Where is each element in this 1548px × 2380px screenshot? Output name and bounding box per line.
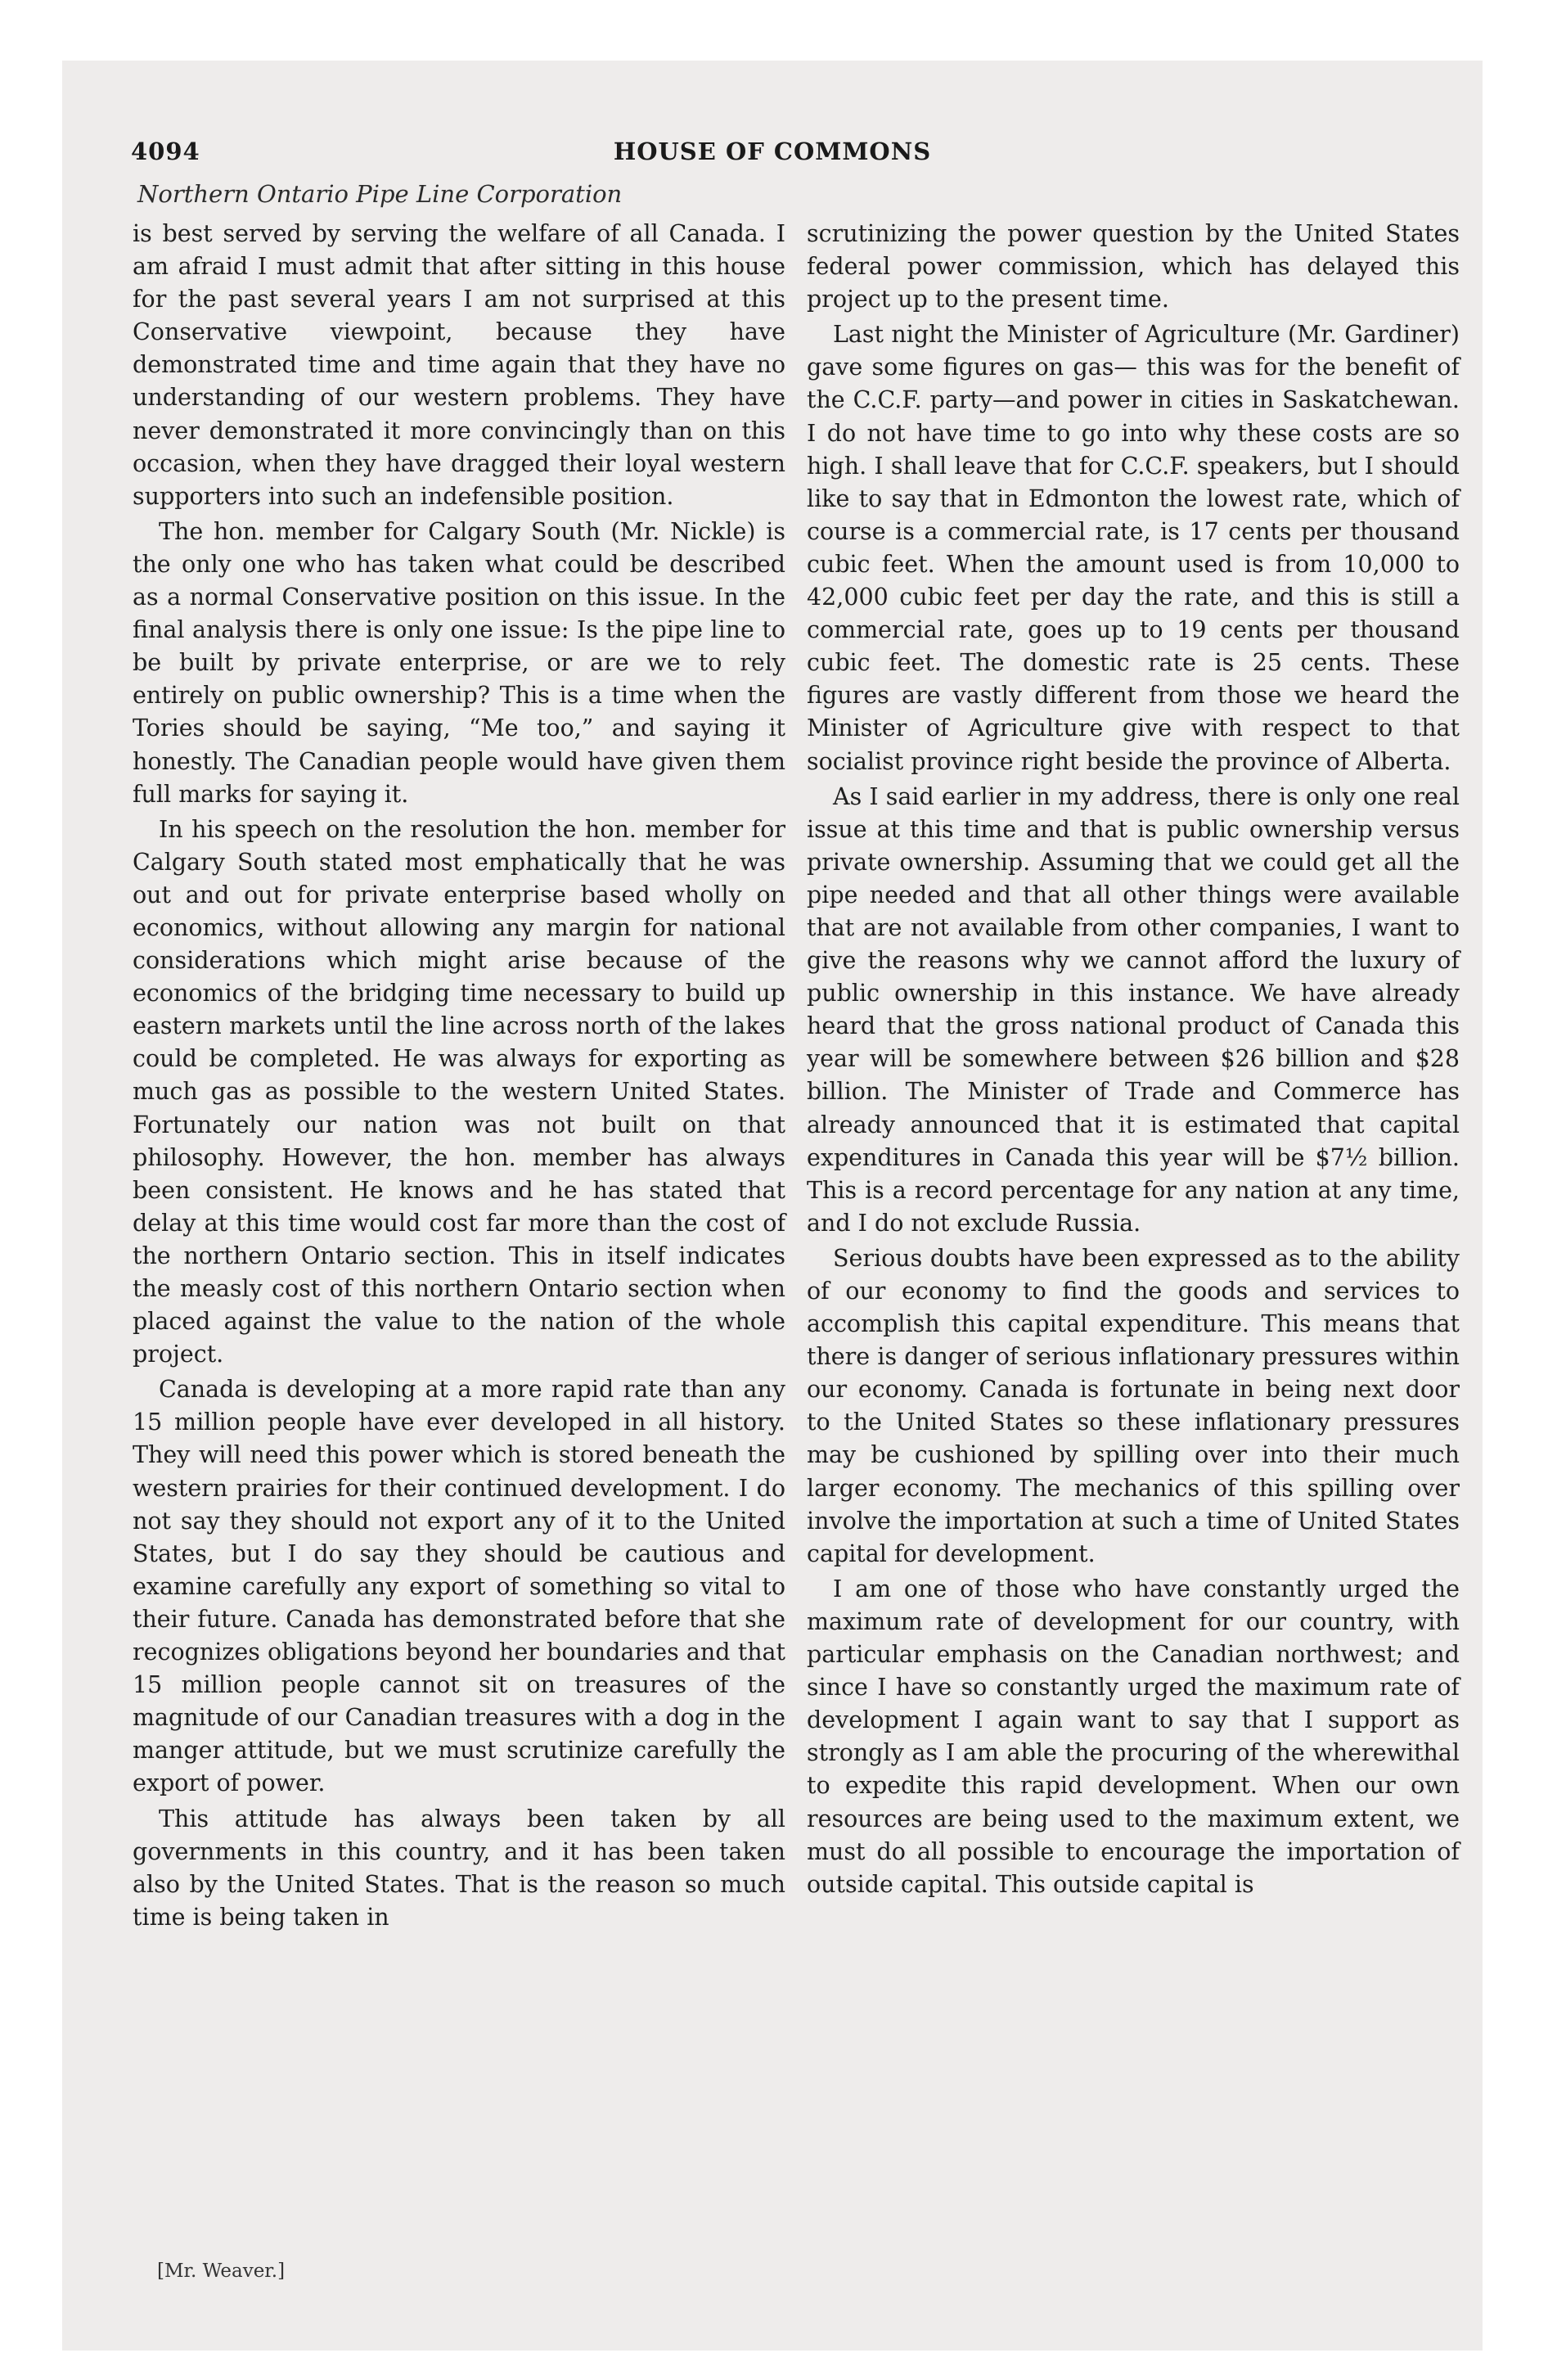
page-header — [62, 137, 1483, 170]
paragraph: Serious doubts have been expressed as to the ability of our economy to find the goods and services to accomplish this capital expenditure. This means that there is danger of serious inflationary pressures within our economy. Canada is fortunate in being next door to the United States so these inflationary pressures may be cushioned by spilling over into their much larger economy. The mechanics of this spilling over involve the importation at such a time of United States capital for development. — [807, 1244, 1460, 1567]
page-number: 4094 — [131, 137, 200, 165]
paragraph: As I said earlier in my address, there is only one real issue at this time and that is public ownership versus private ownership. Assuming that we could get all the pipe needed and that all other things were available that are not available from other companies, I want to give the reasons why we cannot afford the luxury of public ownership in this instance. We have already heard that the gross national product of Canada this year will be somewhere between $26 billion and $28 billion. The Minister of Trade and Commerce has already announced that it is estimated that capital expenditures in Canada this year will be $7½ billion. This is a record percentage for any nation at any time, and I do not exclude Russia. — [807, 782, 1460, 1237]
paragraph: scrutinizing the power question by the United States federal power commission, which has delayed this project up to the present time. — [807, 220, 1460, 313]
section-subtitle: Northern Ontario Pipe Line Corporation — [137, 180, 623, 208]
paragraph: In his speech on the resolution the hon. member for Calgary South stated most emphatically that he was out and out for private enterprise based wholly on economics, without allowing any margin for national considerations which might arise because of the economics of the bridging time necessary to build up eastern markets until the line across north of the lakes could be completed. He was always for exporting as much gas as possible to the western United States. Fortunately our nation was not built on that philosophy. However, the hon. member has always been consistent. He knows and he has stated that delay at this time would cost far more than the cost of the northern Ontario section. This in itself indicates the measly cost of this northern Ontario section when placed against the value to the nation of the whole project. — [133, 815, 785, 1368]
paragraph: Last night the Minister of Agriculture (Mr. Gardiner) gave some figures on gas— this was for the benefit of the C.C.F. party—and power in cities in Saskatchewan. I do not have time to go into why these costs are so high. I shall leave that for C.C.F. speakers, but I should like to say that in Edmonton the lowest rate, which of course is a commercial rate, is 17 cents per thousand cubic feet. When the amount used is from 10,000 to 42,000 cubic feet per day the rate, and this is still a commercial rate, goes up to 19 cents per thousand cubic feet. The domestic rate is 25 cents. These figures are vastly different from those we heard the Minister of Agriculture give with respect to that socialist province right beside the province of Alberta. — [807, 321, 1460, 775]
paragraph: I am one of those who have constantly urged the maximum rate of development for our country, with particular emphasis on the Canadian northwest; and since I have so constantly urged the maximum rate of development I again want to say that I support as strongly as I am able the procuring of the wherewithal to expedite this rapid development. When our own resources are being used to the maximum extent, we must do all possible to encourage the importation of outside capital. This outside capital is — [807, 1575, 1460, 1898]
paragraph: This attitude has always been taken by all governments in this country, and it has been taken also by the United States. That is the reason so much time is being taken in — [133, 1805, 785, 1931]
page-sheet — [62, 61, 1483, 2351]
paragraph: The hon. member for Calgary South (Mr. Nickle) is the only one who has taken what could be described as a normal Conservative position on this issue. In the final analysis there is only one issue: Is the pipe line to be built by private enterprise, or are we to rely entirely on public ownership? This is a time when the Tories should be saying, “Me too,” and saying it honestly. The Canadian people would have given them full marks for saying it. — [133, 517, 785, 808]
running-title: HOUSE OF COMMONS — [613, 137, 932, 165]
left-column — [133, 218, 785, 1936]
paragraph: is best served by serving the welfare of all Canada. I am afraid I must admit that after sitting in this house for the past several years I am not surprised at this Conservative viewpoint, because they have demonstrated time and time again that they have no understanding of our western problems. They have never demonstrated it more convincingly than on this occasion, when they have dragged their loyal western supporters into such an indefensible position. — [133, 220, 785, 510]
speaker-attribution: [Mr. Weaver.] — [157, 2261, 286, 2282]
paragraph: Canada is developing at a more rapid rate than any 15 million people have ever developed in all history. They will need this power which is stored beneath the western prairies for their continued development. I do not say they should not export any of it to the United States, but I do say they should be cautious and examine carefully any export of something so vital to their future. Canada has demonstrated before that she recognizes obligations beyond her boundaries and that 15 million people cannot sit on treasures of the magnitude of our Canadian treasures with a dog in the manger attitude, but we must scrutinize carefully the export of power. — [133, 1376, 785, 1797]
right-column — [807, 218, 1460, 1904]
